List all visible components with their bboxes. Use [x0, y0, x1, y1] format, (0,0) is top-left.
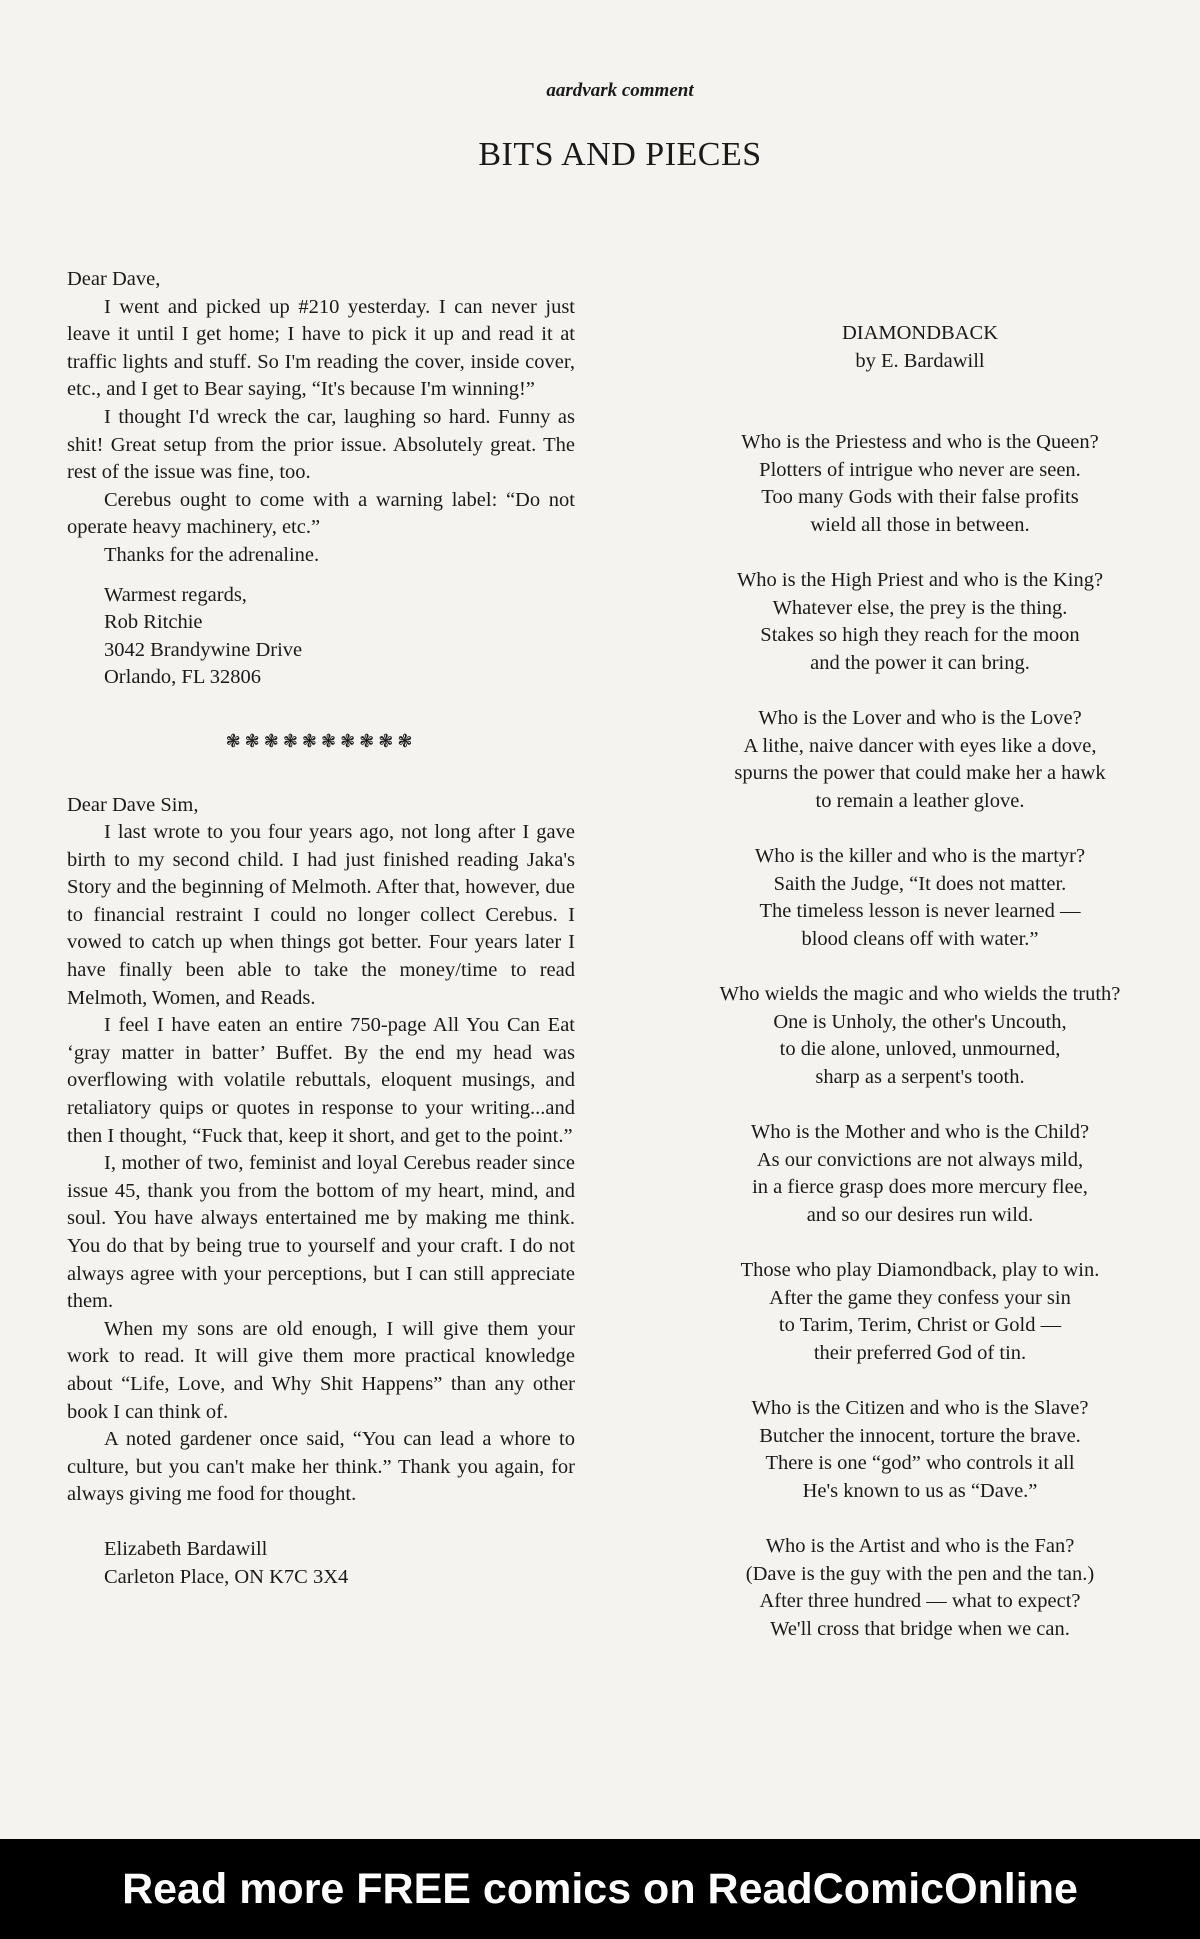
- signature-line: 3042 Brandywine Drive: [104, 638, 303, 661]
- letter-paragraph: I went and picked up #210 yesterday. I can never just leave it until I get home; I have to pick it up and read it at traffic lights and stuff. So I'm reading the cover, inside cover, etc., and I get to Bear saying, “It's because I'm winning!”: [67, 295, 575, 401]
- poem-line: Whatever else, the prey is the thing.: [772, 596, 1068, 619]
- poem-line: After the game they confess your sin: [769, 1286, 1071, 1309]
- poem-line: Who is the Mother and who is the Child?: [750, 1121, 1090, 1144]
- poem-title: DIAMONDBACK: [841, 322, 999, 344]
- letter-signature: [104, 582, 575, 692]
- poem-line: Stakes so high they reach for the moon: [760, 624, 1080, 647]
- signature-line: Elizabeth Bardawill: [104, 1537, 268, 1560]
- poem-line: Who is the Artist and who is the Fan?: [765, 1534, 1075, 1557]
- poem-stanza: [690, 981, 1150, 1091]
- poem-line: After three hundred — what to expect?: [759, 1590, 1081, 1613]
- poem-stanza: [690, 705, 1150, 815]
- letter-paragraph: I thought I'd wreck the car, laughing so hard. Funny as shit! Great setup from the prior issue. Absolutely great. The rest of the issue was fine, too.: [67, 405, 575, 484]
- poem-line: blood cleans off with water.”: [801, 927, 1039, 950]
- poem-line: their preferred God of tin.: [813, 1341, 1027, 1364]
- letter-paragraph: I last wrote to you four years ago, not long after I gave birth to my second child. I had just finished reading Jaka's Story and the beginning of Melmoth. After that, however, due to financial restraint I could no longer collect Cerebus. I vowed to catch up when things got better. Four years later I have finally been able to take the money/time to read Melmoth, Women, and Reads.: [67, 821, 575, 1009]
- poem-line: A lithe, naive dancer with eyes like a dove,: [743, 734, 1097, 757]
- section-kicker: aardvark comment: [546, 80, 694, 101]
- poem-stanzas: [690, 429, 1150, 1643]
- poem-line: to die alone, unloved, unmourned,: [779, 1038, 1061, 1061]
- letter-salutation: Dear Dave Sim,: [67, 793, 199, 816]
- signature-line: Warmest regards,: [104, 583, 247, 606]
- letter-paragraph: When my sons are old enough, I will give them your work to read. It will give them more practical knowledge about “Life, Love, and Why Shit Happens” than any other book I can think of.: [67, 1317, 575, 1423]
- poem-line: Saith the Judge, “It does not matter.: [773, 872, 1067, 895]
- poem-line: Plotters of intrigue who never are seen.: [759, 458, 1081, 481]
- poem-line: in a fierce grasp does more mercury flee,: [752, 1176, 1088, 1199]
- poem-stanza: [690, 843, 1150, 953]
- letter-paragraph: A noted gardener once said, “You can lead a whore to culture, but you can't make her think.” Thank you again, for always giving me food for thought.: [67, 1428, 575, 1506]
- signature-line: Rob Ritchie: [104, 611, 203, 634]
- poem-stanza: [690, 1533, 1150, 1643]
- letter-paragraph: Cerebus ought to come with a warning label: “Do not operate heavy machinery, etc.”: [67, 488, 575, 539]
- signature-line: Carleton Place, ON K7C 3X4: [104, 1565, 349, 1588]
- signature-line: Orlando, FL 32806: [104, 666, 261, 689]
- poem-line: He's known to us as “Dave.”: [802, 1479, 1038, 1502]
- poem-stanza: [690, 1119, 1150, 1229]
- poem-line: As our convictions are not always mild,: [756, 1148, 1084, 1171]
- poem-line: We'll cross that bridge when we can.: [770, 1617, 1070, 1640]
- poem-line: to Tarim, Terim, Christ or Gold —: [778, 1314, 1062, 1337]
- poem-line: to remain a leather glove.: [815, 789, 1025, 812]
- letter-paragraph: I, mother of two, feminist and loyal Cerebus reader since issue 45, thank you from the bottom of my heart, mind, and soul. You have always entertained me by making me think. You do that by being true to yourself and your craft. I do not always agree with your perceptions, but I can still appreciate them.: [67, 1152, 575, 1313]
- poem-column: [690, 320, 1150, 1671]
- star-separator: ❃❃❃❃❃❃❃❃❃❃: [225, 730, 417, 751]
- poem-line: wield all those in between.: [810, 513, 1030, 536]
- poem-line: There is one “god” who controls it all: [765, 1452, 1075, 1475]
- poem-line: and so our desires run wild.: [806, 1203, 1034, 1226]
- poem-line: spurns the power that could make her a hawk: [734, 762, 1106, 785]
- letter-signature: [104, 1536, 575, 1591]
- letter-paragraph: Thanks for the adrenaline.: [104, 543, 320, 566]
- letter-salutation: Dear Dave,: [67, 268, 161, 290]
- poem-line: The timeless lesson is never learned —: [759, 900, 1081, 923]
- poem-line: sharp as a serpent's tooth.: [815, 1065, 1025, 1088]
- letter-elizabeth-bardawill: [67, 792, 575, 1592]
- poem-stanza: [690, 1257, 1150, 1367]
- poem-line: Who is the High Priest and who is the King?: [736, 569, 1104, 592]
- letter-paragraph: I feel I have eaten an entire 750-page All You Can Eat ‘gray matter in batter’ Buffet. By the end my head was overflowing with volatile rebuttals, eloquent musings, and retaliatory quips or quotes in response to your writing...and then I thought, “Fuck that, keep it short, and get to the point.”: [67, 1014, 575, 1147]
- poem-line: Too many Gods with their false profits: [761, 486, 1079, 509]
- poem-line: One is Unholy, the other's Uncouth,: [773, 1010, 1067, 1033]
- page-title: BITS AND PIECES: [478, 136, 762, 173]
- poem-line: Butcher the innocent, torture the brave.: [759, 1424, 1081, 1447]
- poem-line: Who is the Priestess and who is the Queen?: [741, 431, 1099, 454]
- letter-rob-ritchie: [67, 266, 575, 692]
- poem-line: Who wields the magic and who wields the truth?: [719, 983, 1121, 1006]
- poem-stanza: [690, 1395, 1150, 1505]
- poem-line: Who is the Citizen and who is the Slave?: [751, 1396, 1089, 1419]
- poem-line: Who is the killer and who is the martyr?: [754, 845, 1086, 868]
- poem-line: Who is the Lover and who is the Love?: [758, 707, 1082, 730]
- promo-banner[interactable]: Read more FREE comics on ReadComicOnline: [0, 1839, 1200, 1939]
- poem-line: Those who play Diamondback, play to win.: [740, 1259, 1100, 1281]
- poem-stanza: [690, 429, 1150, 539]
- poem-byline: by E. Bardawill: [855, 349, 985, 372]
- poem-line: and the power it can bring.: [810, 651, 1030, 674]
- letters-column: [67, 266, 575, 1591]
- poem-stanza: [690, 567, 1150, 677]
- poem-line: (Dave is the guy with the pen and the tan.): [745, 1562, 1095, 1585]
